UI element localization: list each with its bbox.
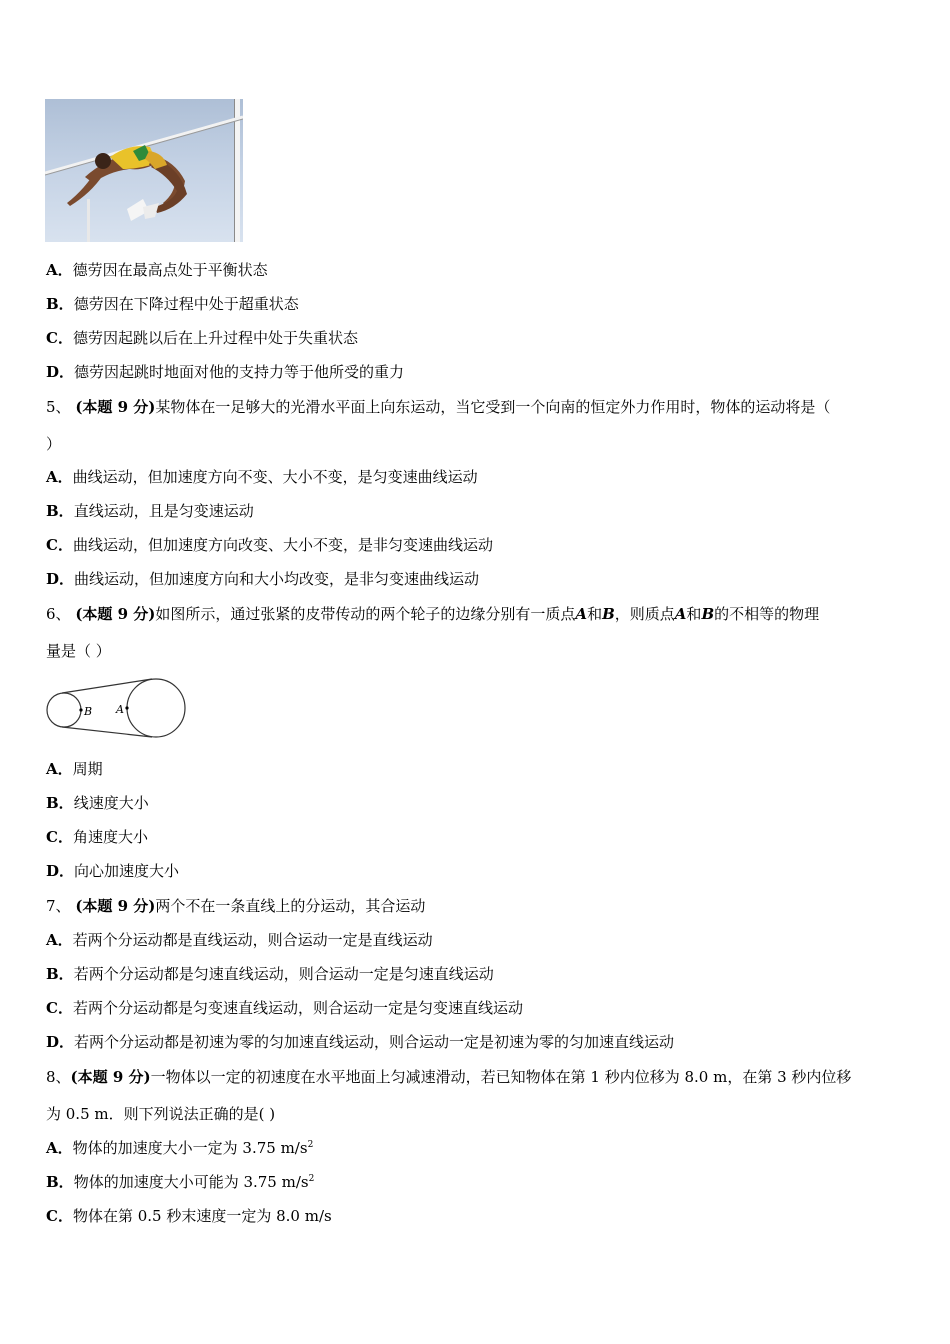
- q4-option-c: C．德劳因起跳以后在上升过程中处于失重状态: [46, 329, 358, 347]
- label-a: A: [116, 703, 124, 716]
- q4-option-d: D．德劳因起跳时地面对他的支持力等于他所受的重力: [46, 363, 405, 381]
- q6-option-d: D．向心加速度大小: [46, 862, 180, 880]
- q5-option-b: B．直线运动，且是匀变速运动: [46, 502, 254, 520]
- q5-option-d: D．曲线运动，但加速度方向和大小均改变，是非匀变速曲线运动: [46, 570, 480, 588]
- q5-stem-cont: ）: [46, 435, 62, 453]
- q4-option-b: B．德劳因在下降过程中处于超重状态: [46, 295, 299, 313]
- q8-stem-cont: 为 0.5 m．则下列说法正确的是( ): [46, 1105, 276, 1123]
- q7-option-a: A．若两个分运动都是直线运动，则合运动一定是直线运动: [46, 931, 433, 949]
- q8-option-c: C．物体在第 0.5 秒末速度一定为 8.0 m/s: [46, 1207, 332, 1225]
- q8-stem: 8、(本题 9 分)一物体以一定的初速度在水平地面上匀减速滑动，若已知物体在第 1 秒内位移为 8.0 m，在第 3 秒内位移: [46, 1068, 852, 1086]
- q7-option-b: B．若两个分运动都是匀速直线运动，则合运动一定是匀速直线运动: [46, 965, 494, 983]
- q8-option-b: B．物体的加速度大小可能为 3.75 $m/s^2$: [46, 1173, 315, 1191]
- q7-stem: 7、 (本题 9 分)两个不在一条直线上的分运动，其合运动: [46, 897, 426, 915]
- q5-option-a: A．曲线运动，但加速度方向不变、大小不变，是匀变速曲线运动: [46, 468, 478, 486]
- q6-stem-cont: 量是（ ）: [46, 642, 111, 660]
- q6-stem: 6、 (本题 9 分)如图所示，通过张紧的皮带传动的两个轮子的边缘分别有一质点A和B，则质点A和B的不相等的物理: [46, 605, 820, 623]
- q8-option-a: A．物体的加速度大小一定为 3.75 $m/s^2$: [46, 1139, 314, 1157]
- q4-option-a: A．德劳因在最高点处于平衡状态: [46, 261, 268, 279]
- label-b: B: [84, 705, 93, 718]
- high-jumper-photo: [45, 99, 243, 242]
- q5-option-c: C．曲线运动，但加速度方向改变、大小不变，是非匀变速曲线运动: [46, 536, 493, 554]
- q7-option-c: C．若两个分运动都是匀变速直线运动，则合运动一定是匀变速直线运动: [46, 999, 523, 1017]
- q5-stem: 5、 (本题 9 分)某物体在一足够大的光滑水平面上向东运动，当它受到一个向南的恒定外力作用时，物体的运动将是（: [46, 398, 831, 416]
- q6-option-b: B．线速度大小: [46, 794, 149, 812]
- belt-pulley-diagram: [44, 674, 190, 742]
- q6-option-c: C．角速度大小: [46, 828, 148, 846]
- q6-option-a: A．周期: [46, 760, 103, 778]
- q7-option-d: D．若两个分运动都是初速为零的匀加速直线运动，则合运动一定是初速为零的匀加速直线运动: [46, 1033, 675, 1051]
